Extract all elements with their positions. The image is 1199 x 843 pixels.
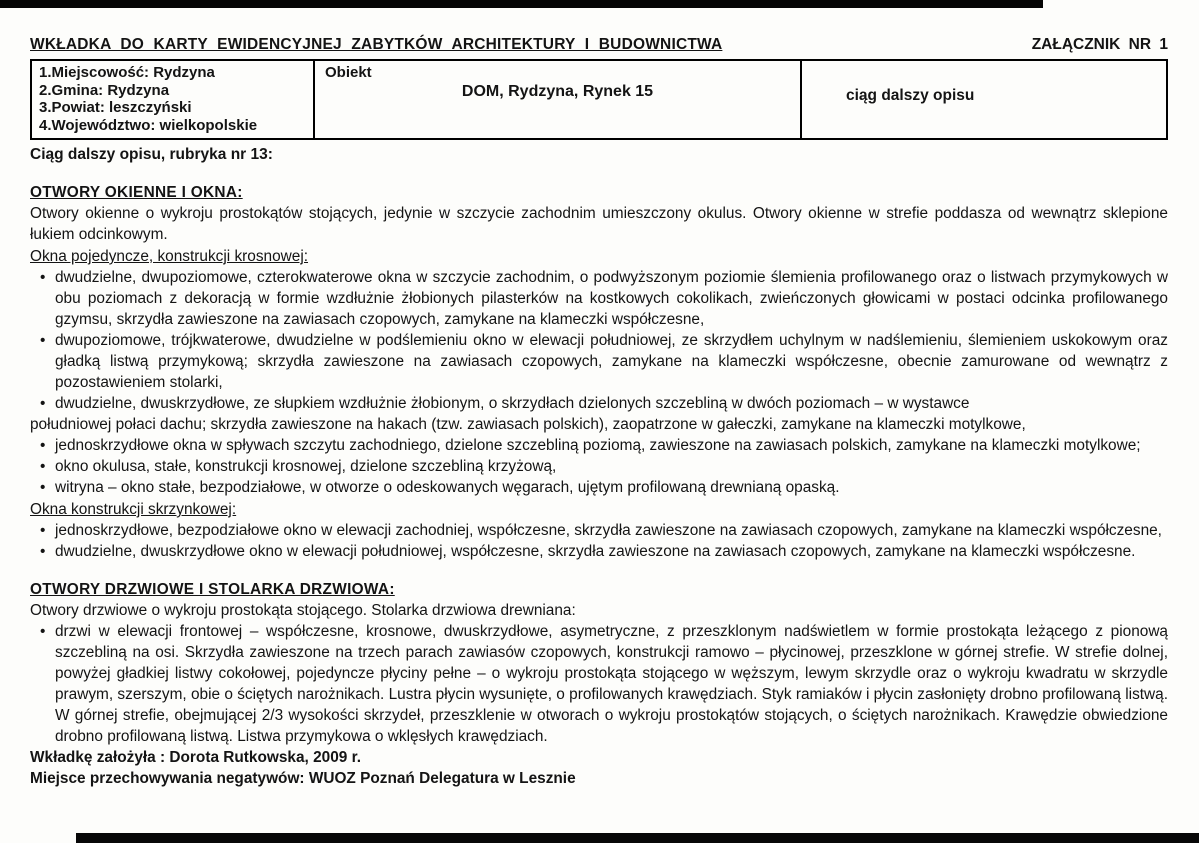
- list-item-text: jednoskrzydłowe, bezpodziałowe okno w elewacji zachodniej, współczesne, skrzydła zawieszone na zawiasach czopowych, zamykane na klameczki współczesne,: [55, 522, 1162, 539]
- list-item: [30, 393, 1168, 414]
- info-table: [30, 59, 1168, 140]
- single-windows-subheading: Okna pojedyncze, konstrukcji krosnowej:: [30, 248, 309, 265]
- list-item-text: dwudzielne, dwuskrzydłowe, ze słupkiem wzdłużnie żłobionym, o skrzydłach dzielonych szczebliną w dwóch poziomach – w wystawce: [55, 395, 970, 412]
- continuation-note: ciąg dalszy opisu: [846, 87, 975, 104]
- list-item: [30, 330, 1168, 393]
- list-item-text: witryna – okno stałe, bezpodziałowe, w otworze o odeskowanych węgarach, ujętym profilowaną drewnianą opaską.: [55, 479, 840, 496]
- list-item-text: dwupoziomowe, trójkwaterowe, dwudzielne w podślemieniu okno w elewacji południowej, ze skrzydłem uchylnym w nadślemieniu, ślemieniem uskokowym oraz gładką listwą przymykową; skrzydła zawieszone na zawiasach czopowych, zamykane na klameczki współczesne, obecnie zamurowane od wewnątrz z pozostawieniem stolarki,: [55, 332, 1168, 391]
- bullet-marker: •: [40, 395, 46, 412]
- location-line-wojewodztwo: 4.Województwo: wielkopolskie: [39, 116, 258, 134]
- author-line: Wkładkę założyła : Dorota Rutkowska, 2009 r.: [30, 749, 362, 766]
- bullet-marker: •: [40, 522, 46, 539]
- list-item-text: dwudzielne, dwupoziomowe, czterokwaterowe okna w szczycie zachodnim, o podwyższonym poziomie ślemienia profilowanego oraz o listwach przymykowych w obu poziomach z dekoracją w formie wzdłużnie żłobionych pilasterków na kostkowych cokolikach, zwieńczonych głowicami w postaci odcinka profilowanego gzymsu, skrzydła zawieszone na zawiasach czopowych, zamykane na klameczki współczesne,: [55, 269, 1168, 328]
- list-item: [30, 456, 1168, 477]
- box-windows-subheading: Okna konstrukcji skrzynkowej:: [30, 501, 237, 518]
- list-item: [30, 267, 1168, 330]
- list-item-text: okno okulusa, stałe, konstrukcji krosnowej, dzielone szczebliną krzyżową,: [55, 458, 557, 475]
- list-item-text: dwudzielne, dwuskrzydłowe okno w elewacji południowej, współczesne, skrzydła zawieszone na zawiasach czopowych, zamykane na klameczki współczesne.: [55, 543, 1136, 560]
- windows-section-heading: OTWORY OKIENNE I OKNA:: [30, 184, 243, 201]
- continuation-cell: [802, 61, 1166, 138]
- scan-artifact-bottom-bar: [76, 833, 1199, 843]
- annex-label: ZAŁĄCZNIK NR 1: [1031, 36, 1168, 53]
- location-line-powiat: 3.Powiat: leszczyński: [39, 99, 192, 116]
- bullet-marker: •: [40, 332, 46, 349]
- bullet-marker: •: [40, 458, 46, 475]
- list-item-text: jednoskrzydłowe okna w spływach szczytu zachodniego, dzielone szczebliną poziomą, zawieszone na zawiasach polskich, zamykane na klameczki motylkowe;: [55, 437, 1141, 454]
- doors-section-heading: OTWORY DRZWIOWE I STOLARKA DRZWIOWA:: [30, 581, 395, 598]
- list-item: [30, 520, 1168, 541]
- bullet-marker: •: [40, 623, 46, 640]
- location-line-gmina: 2.Gmina: Rydzyna: [39, 81, 170, 99]
- scan-artifact-top-bar: [0, 0, 1043, 8]
- object-label: Obiekt: [325, 64, 372, 81]
- windows-intro: Otwory okienne o wykroju prostokątów stojących, jedynie w szczycie zachodnim umieszczony okulus. Otwory okienne w strefie poddasza od wewnątrz sklepione łukiem odcinkowym.: [30, 205, 1168, 243]
- list-item: [30, 477, 1168, 498]
- document-body: [30, 182, 1168, 789]
- document-title: WKŁADKA DO KARTY EWIDENCYJNEJ ZABYTKÓW ARCHITEKTURY I BUDOWNICTWA: [30, 36, 723, 53]
- list-item: [30, 435, 1168, 456]
- negatives-line: Miejsce przechowywania negatywów: WUOZ Poznań Delegatura w Lesznie: [30, 770, 576, 787]
- list-item-text: drzwi w elewacji frontowej – współczesne, krosnowe, dwuskrzydłowe, asymetryczne, z przeszklonym nadświetlem w formie prostokąta leżącego z pionową szczebliną na osi. Skrzydła zawieszone na trzech parach zawiasów czopowych, konstrukcji ramowo – płycinowej, przeszklone w górnej strefie. W strefie dolnej, powyżej gładkiej listwy cokołowej, pojedyncze płyciny pełne – o wykroju prostokąta stojącego w węższym, lewym skrzydle oraz o wykroju kwadratu w skrzydle prawym, szerszym, obie o ściętych narożnikach. Lustra płycin wysunięte, o profilowanych krawędziach. Styk ramiaków i płycin zasłonięty drobno profilowaną listwą. W górnej strefie, obejmującej 2/3 wysokości skrzydeł, przeszklenie w otworach o wykroju prostokątów stojących, o ściętych narożnikach. Krawędzie obwiedzione drobno profilowaną listwą. Listwa przymykowa o wklęsłych krawędziach.: [55, 623, 1168, 745]
- rubric-line: Ciąg dalszy opisu, rubryka nr 13:: [30, 146, 273, 163]
- bullet-marker: •: [40, 479, 46, 496]
- bullet-marker: •: [40, 437, 46, 454]
- object-cell: [315, 61, 802, 138]
- location-line-miejscowosc: 1.Miejscowość: Rydzyna: [39, 64, 215, 81]
- location-cell: [32, 61, 315, 138]
- document-header: [30, 36, 1168, 54]
- object-name: DOM, Rydzyna, Rynek 15: [461, 83, 654, 100]
- bullet-marker: •: [40, 269, 46, 286]
- list-item-continuation: południowej połaci dachu; skrzydła zawieszone na hakach (tzw. zawiasach polskich), zaopatrzone w gałeczki, zamykane na klameczki motylkowe,: [30, 416, 1026, 433]
- list-item: [30, 621, 1168, 747]
- list-item: [30, 541, 1168, 562]
- doors-intro: Otwory drzwiowe o wykroju prostokąta stojącego. Stolarka drzwiowa drewniana:: [30, 602, 576, 619]
- bullet-marker: •: [40, 543, 46, 560]
